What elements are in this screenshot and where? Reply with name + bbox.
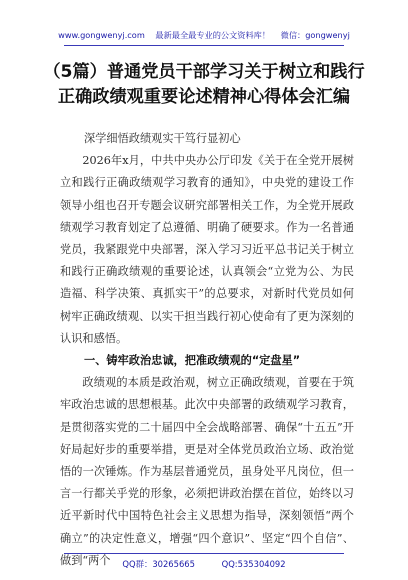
document-body — [60, 128, 354, 572]
section-paragraph: 政绩观的本质是政治观，树立正确政绩观，首要在于筑牢政治忠诚的思想根基。此次中央部署的政绩观学习教育，是贯彻落实党的二十届四中全会战略部署、确保“十五五”开好局起好步的重要举措，更是对全体党员政治立场、政治觉悟的一次锤炼。作为基层普通党员，虽身处平凡岗位，但一言一行都关乎党的形象，必须把讲政治摆在首位，始终以习近平新时代中国特色社会主义思想为指导，深刻领悟“两个确立”的决定性意义，增强“四个意识”、坚定“四个自信”、做到“两个 — [60, 376, 354, 567]
section-heading: 一、铸牢政治忠诚，把准政绩观的“定盘星” — [84, 354, 301, 368]
footer-qq-group: QQ群：30265665 — [122, 559, 195, 569]
page-header — [20, 30, 388, 41]
header-wechat: 微信：gongwenyj — [280, 30, 350, 40]
footer-qq: QQ:535304092 — [221, 559, 286, 569]
document-subtitle: 深学细悟政绩观实干笃行显初心 — [84, 132, 241, 145]
header-site-link[interactable]: www.gongwenyj.com — [58, 30, 145, 40]
header-divider — [64, 45, 344, 46]
page-footer — [0, 558, 408, 570]
footer-divider — [64, 553, 344, 554]
document-title: （5篇）普通党员干部学习关于树立和践行正确政绩观重要论述精神心得体会汇编 — [43, 62, 365, 107]
intro-paragraph: 2026年x月，中共中央办公厅印发《关于在全党开展树立和践行正确政绩观学习教育的通知》，中央党的建设工作领导小组也召开专题会议研究部署相关工作，为全党开展政绩观学习教育划定了总遵循、明确了硬要求。作为一名普通党员，我紧跟党中央部署，深入学习习近平总书记关于树立和践行正确政绩观的重要论述，认真领会“立党为公、为民造福、科学决策、真抓实干”的总要求，对新时代党员如何树牢正确政绩观、以实干担当践行初心使命有了更为深刻的认识和感悟。 — [60, 154, 354, 345]
header-slogan: 最新最全最专业的公文资料库！ — [155, 30, 271, 40]
